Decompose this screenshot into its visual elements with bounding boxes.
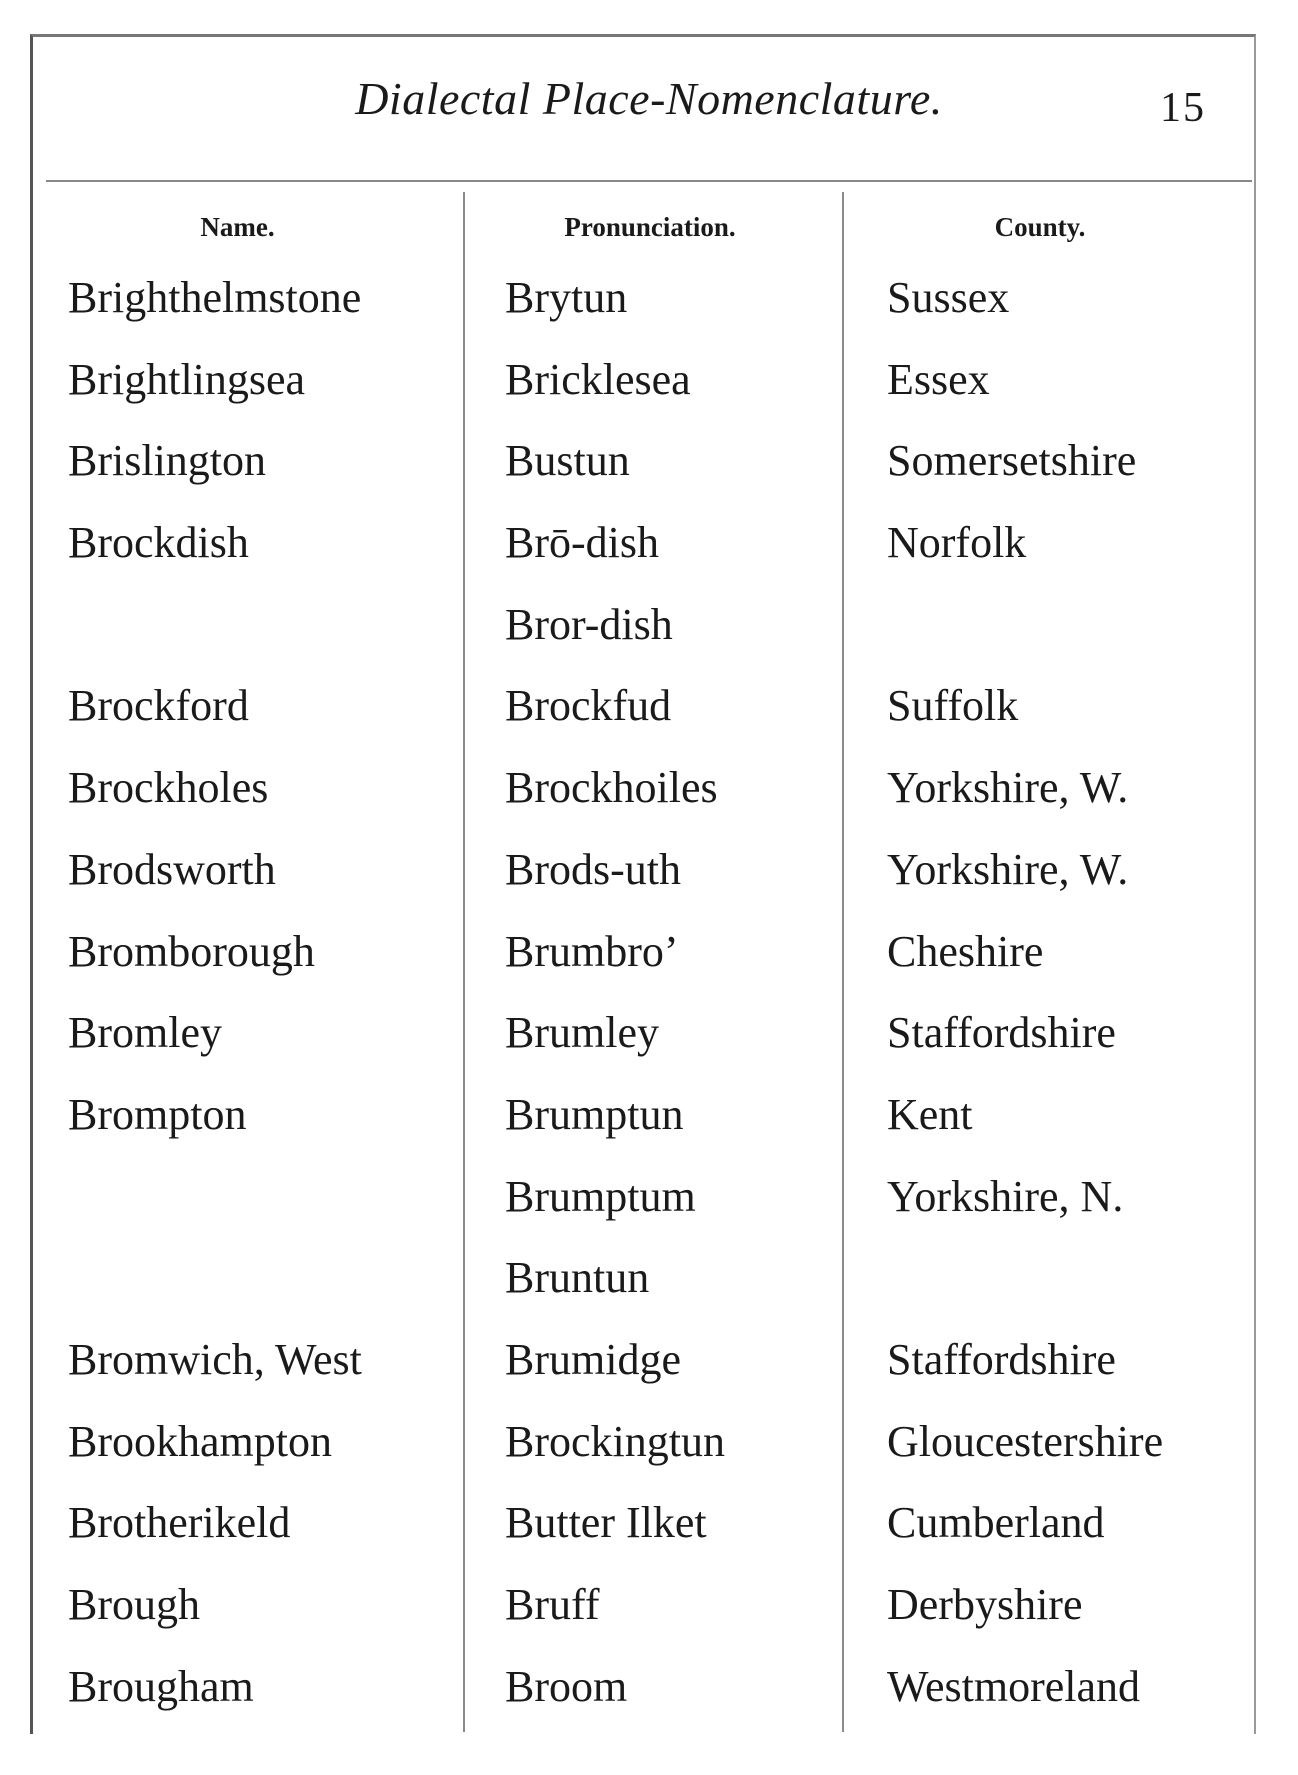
place-name-cell: Brighthelmstone [68, 273, 362, 322]
running-head [0, 0, 1298, 180]
pronunciation-cell: Brumley [505, 1008, 659, 1058]
pronunciation-cell: Brockingtun [505, 1416, 725, 1466]
table-row [0, 1242, 1298, 1324]
table-row [0, 1569, 1298, 1651]
column-header-pronunciation: Pronunciation. [564, 212, 736, 242]
county-cell: Derbyshire [887, 1580, 1083, 1629]
county-cell: Westmoreland [887, 1661, 1141, 1711]
place-name-cell: Brotherikeld [68, 1498, 291, 1548]
table-row [0, 752, 1298, 834]
pronunciation-cell: Brumidge [505, 1334, 681, 1384]
county-cell: Essex [887, 354, 990, 404]
table-row [0, 997, 1298, 1079]
county-cell: Cheshire [887, 926, 1044, 976]
table-body [0, 262, 1298, 1732]
pronunciation-cell: Brumptum [505, 1171, 696, 1221]
place-name-cell: Bromley [68, 1008, 222, 1058]
place-name-cell: Brompton [68, 1089, 247, 1139]
table-row [0, 1079, 1298, 1161]
table-row [0, 1161, 1298, 1243]
table-row [0, 425, 1298, 507]
county-cell: Cumberland [887, 1498, 1105, 1548]
pronunciation-cell: Brō-dish [505, 518, 659, 568]
county-cell: Staffordshire [887, 1008, 1116, 1058]
county-cell: Yorkshire, W. [887, 763, 1129, 813]
pronunciation-cell: Brockhoiles [505, 763, 718, 813]
header-rule [46, 180, 1252, 182]
pronunciation-cell: Bror-dish [505, 599, 673, 649]
page-number: 15 [1160, 85, 1206, 131]
pronunciation-cell: Bruntun [505, 1253, 650, 1303]
place-name-cell: Brockford [68, 681, 249, 731]
table-row [0, 670, 1298, 752]
table-row [0, 1324, 1298, 1406]
table-row [0, 344, 1298, 426]
place-name-cell: Brightlingsea [68, 354, 306, 404]
table-row [0, 262, 1298, 344]
pronunciation-cell: Brytun [505, 273, 628, 322]
pronunciation-cell: Broom [505, 1661, 628, 1711]
column-header-name: Name. [200, 212, 275, 242]
place-name-cell: Brockdish [68, 518, 249, 568]
county-cell: Suffolk [887, 681, 1019, 731]
pronunciation-cell: Brockfud [505, 681, 672, 731]
pronunciation-cell: Bricklesea [505, 354, 691, 404]
pronunciation-cell: Butter Ilket [505, 1498, 707, 1548]
county-cell: Norfolk [887, 518, 1027, 568]
place-name-cell: Bromwich, West [68, 1334, 362, 1384]
county-cell: Yorkshire, N. [887, 1171, 1124, 1221]
table-row [0, 589, 1298, 671]
place-name-cell: Brockholes [68, 763, 269, 813]
place-name-cell: Brookhampton [68, 1416, 332, 1466]
running-title: Dialectal Place-Nomenclature. [355, 73, 943, 124]
county-cell: Somersetshire [887, 436, 1137, 486]
place-name-cell: Brislington [68, 436, 267, 486]
table-row [0, 1651, 1298, 1733]
pronunciation-cell: Brumptun [505, 1089, 684, 1139]
pronunciation-cell: Brumbro’ [505, 926, 679, 976]
place-name-cell: Bromborough [68, 926, 315, 976]
table-row [0, 1487, 1298, 1569]
place-name-cell: Brodsworth [68, 844, 276, 894]
pronunciation-cell: Bustun [505, 436, 630, 486]
county-cell: Sussex [887, 273, 1010, 322]
table-row [0, 507, 1298, 589]
county-cell: Staffordshire [887, 1334, 1116, 1384]
table-row [0, 916, 1298, 998]
table-row [0, 834, 1298, 916]
pronunciation-cell: Bruff [505, 1580, 600, 1629]
place-name-cell: Brough [68, 1580, 200, 1629]
column-header-county: County. [994, 212, 1086, 242]
county-cell: Gloucestershire [887, 1416, 1164, 1466]
table-row [0, 1406, 1298, 1488]
county-cell: Kent [887, 1089, 973, 1139]
place-name-cell: Brougham [68, 1661, 254, 1711]
pronunciation-cell: Brods-uth [505, 844, 681, 894]
county-cell: Yorkshire, W. [887, 844, 1129, 894]
table-header [0, 212, 1298, 252]
